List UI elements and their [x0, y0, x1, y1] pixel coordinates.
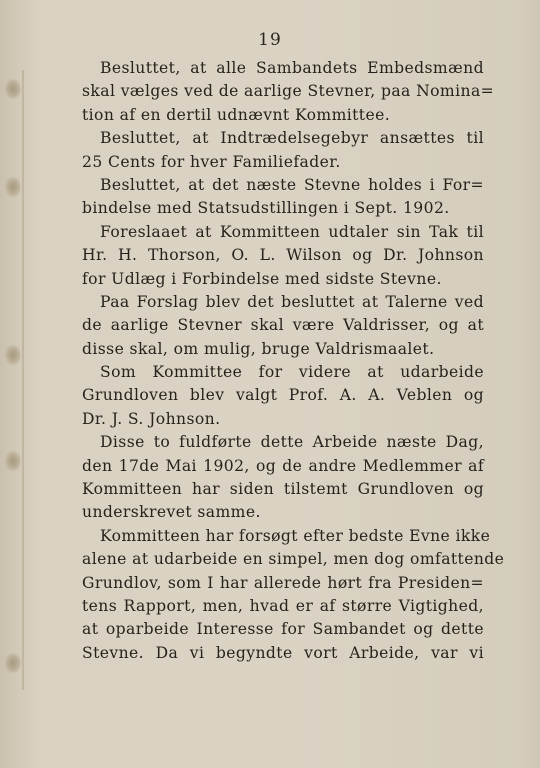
text-line: skal vælges ved de aarlige Stevner, paa Nomina= — [82, 82, 495, 101]
text-line: tion af en dertil udnævnt Kommittee. — [82, 105, 391, 124]
text-line: disse skal, om mulig, bruge Valdrismaalet. — [82, 339, 435, 358]
text-line: Besluttet, at alle Sambandets Embedsmænd — [100, 59, 484, 77]
text-line: underskrevet samme. — [82, 503, 261, 522]
text-line: at oparbeide Interesse for Sambandet og dette — [82, 620, 484, 639]
page-body-text — [82, 57, 505, 665]
text-line: de aarlige Stevner skal være Valdrisser, og at — [82, 316, 484, 335]
text-line: Som Kommittee for videre at udarbeide — [100, 363, 484, 382]
page-number: 19 — [258, 30, 282, 50]
binding-stitch — [4, 176, 22, 198]
text-line: Disse to fuldførte dette Arbeide næste Dag, — [100, 433, 484, 452]
text-line: Grundloven blev valgt Prof. A. A. Veblen og — [82, 386, 484, 405]
text-line: tens Rapport, men, hvad er af større Vigtighed, — [82, 596, 484, 615]
text-line: Foreslaaet at Kommitteen udtaler sin Tak til — [100, 222, 484, 241]
text-line: Kommitteen har siden tilstemt Grundloven og — [82, 480, 484, 499]
text-line: Hr. H. Thorson, O. L. Wilson og Dr. Johnson — [82, 246, 484, 265]
binding-stitch — [4, 344, 22, 366]
text-line: Besluttet, at Indtrædelsegebyr ansættes til — [100, 129, 484, 148]
text-line: alene at udarbeide en simpel, men dog omfattende — [82, 550, 505, 569]
text-line: 25 Cents for hver Familiefader. — [82, 152, 341, 171]
binding-stitch — [4, 652, 22, 674]
text-line: Paa Forslag blev det besluttet at Talerne ved — [100, 292, 484, 311]
text-line: for Udlæg i Forbindelse med sidste Stevne. — [82, 269, 442, 288]
text-line: den 17de Mai 1902, og de andre Medlemmer af — [82, 456, 484, 475]
text-line: Stevne. Da vi begyndte vort Arbeide, var vi — [82, 643, 484, 662]
text-line: bindelse med Statsudstillingen i Sept. 1902. — [82, 199, 450, 218]
text-line: Grundlov, som I har allerede hørt fra Presiden= — [82, 573, 484, 592]
text-line: Dr. J. S. Johnson. — [82, 409, 221, 428]
binding-stitch — [4, 78, 22, 100]
text-line: Kommitteen har forsøgt efter bedste Evne ikke — [100, 526, 491, 545]
page-binding-edge — [8, 70, 24, 690]
binding-stitch — [4, 450, 22, 472]
text-line: Besluttet, at det næste Stevne holdes i For= — [100, 175, 484, 194]
